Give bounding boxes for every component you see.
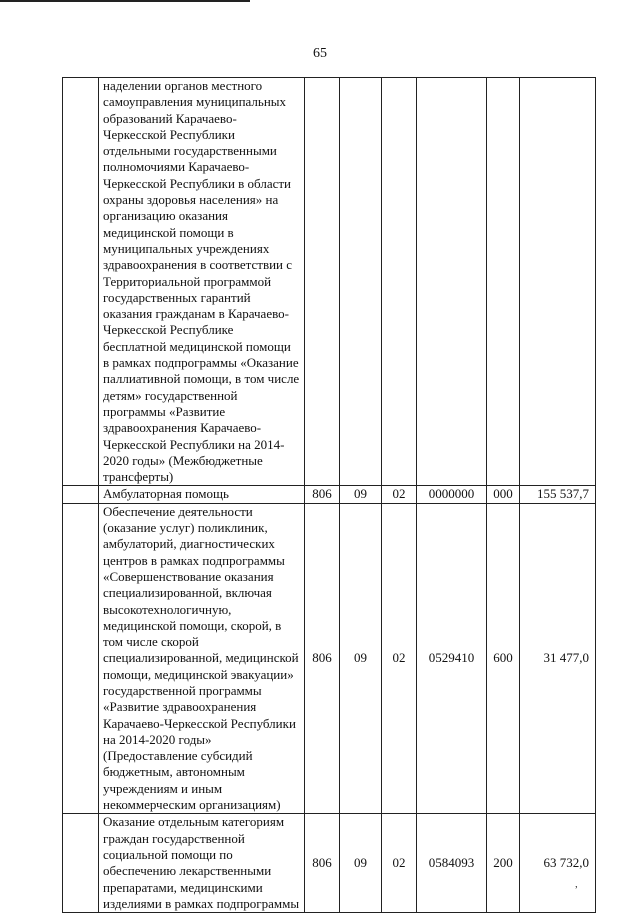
- expense-type-cell: 600: [487, 503, 520, 814]
- table-row: [63, 814, 596, 913]
- number-cell: [63, 503, 99, 814]
- name-line: трансферты): [103, 469, 174, 485]
- name-line: «Совершенствование оказания: [103, 568, 274, 584]
- name-line: Карачаево-Черкесской Республики: [103, 715, 296, 731]
- name-line: учреждениям и иным: [103, 780, 223, 796]
- top-rule: [0, 0, 250, 2]
- name-line: муниципальных учреждениях: [103, 240, 270, 256]
- target-code-cell: [417, 78, 487, 486]
- name-line: некоммерческим организациям): [103, 797, 281, 813]
- name-cell: [99, 78, 305, 486]
- page-number: 65: [313, 46, 327, 61]
- name-line: Черкесской Республике: [103, 322, 234, 338]
- name-line: организацию оказания: [103, 208, 228, 224]
- name-line: обеспечению лекарственными: [103, 863, 272, 879]
- name-line: в рамках подпрограммы «Оказание: [103, 355, 299, 371]
- ministry-code-cell: 806: [305, 486, 340, 503]
- name-line: препаратами, медицинскими: [103, 879, 263, 895]
- name-line: том числе скорой: [103, 634, 199, 650]
- name-line: бесплатной медицинской помощи: [103, 338, 291, 354]
- target-code-cell: 0584093: [417, 814, 487, 913]
- name-line: (оказание услуг) поликлиник,: [103, 520, 268, 536]
- name-line: помощи, медицинской эвакуации»: [103, 666, 294, 682]
- table-row: [63, 486, 596, 503]
- name-line: Черкесской Республики: [103, 126, 235, 142]
- name-line: 2020 годы» (Межбюджетные: [103, 452, 263, 468]
- name-line: изделиями в рамках подпрограммы: [103, 895, 300, 911]
- name-line: государственной программы: [103, 682, 262, 698]
- name-line: оказания гражданам в Карачаево-: [103, 306, 289, 322]
- subsection-code-cell: [382, 78, 417, 486]
- table-row: [63, 503, 596, 814]
- name-line: специализированной, медицинской: [103, 650, 299, 666]
- amount-cell: 155 537,7: [520, 486, 596, 503]
- name-line: Территориальной программой: [103, 273, 272, 289]
- name-line: Амбулаторная помощь: [103, 486, 229, 502]
- number-cell: [63, 78, 99, 486]
- name-line: бюджетным, автономным: [103, 764, 245, 780]
- expense-type-cell: 200: [487, 814, 520, 913]
- target-code-cell: 0000000: [417, 486, 487, 503]
- section-code-cell: 09: [340, 503, 382, 814]
- name-cell: [99, 486, 305, 503]
- name-line: на 2014-2020 годы»: [103, 731, 212, 747]
- number-cell: [63, 486, 99, 503]
- name-line: образований Карачаево-: [103, 110, 237, 126]
- amount-cell: [520, 78, 596, 486]
- amount-cell: 31 477,0: [520, 503, 596, 814]
- expense-type-cell: 000: [487, 486, 520, 503]
- name-line: программы «Развитие: [103, 403, 226, 419]
- name-line: центров в рамках подпрограммы: [103, 552, 285, 568]
- name-line: амбулаторий, диагностических: [103, 536, 275, 552]
- table-row: [63, 78, 596, 486]
- name-line: Черкесской Республики на 2014-: [103, 436, 285, 452]
- name-line: высокотехнологичную,: [103, 601, 232, 617]
- name-line: граждан государственной: [103, 830, 245, 846]
- name-line: самоуправления муниципальных: [103, 94, 287, 110]
- name-line: Оказание отдельным категориям: [103, 814, 285, 830]
- name-line: детям» государственной: [103, 387, 238, 403]
- ministry-code-cell: 806: [305, 503, 340, 814]
- number-cell: [63, 814, 99, 913]
- footer-mark: ,: [575, 878, 578, 890]
- name-line: паллиативной помощи, в том числе: [103, 371, 300, 387]
- expense-type-cell: [487, 78, 520, 486]
- name-line: медицинской помощи в: [103, 224, 234, 240]
- name-line: государственных гарантий: [103, 289, 251, 305]
- name-line: (Предоставление субсидий: [103, 748, 253, 764]
- subsection-code-cell: 02: [382, 486, 417, 503]
- section-code-cell: 09: [340, 814, 382, 913]
- name-line: «Развитие здравоохранения: [103, 699, 257, 715]
- name-line: здравоохранения Карачаево-: [103, 420, 262, 436]
- subsection-code-cell: 02: [382, 814, 417, 913]
- name-line: специализированной, включая: [103, 585, 272, 601]
- section-code-cell: [340, 78, 382, 486]
- name-line: социальной помощи по: [103, 846, 233, 862]
- name-line: полномочиями Карачаево-: [103, 159, 250, 175]
- name-line: наделении органов местного: [103, 78, 263, 93]
- name-line: охраны здоровья населения» на: [103, 192, 279, 208]
- name-line: здравоохранения в соответствии с: [103, 257, 293, 273]
- name-line: Обеспечение деятельности: [103, 503, 253, 519]
- budget-table: [62, 77, 596, 913]
- section-code-cell: 09: [340, 486, 382, 503]
- name-line: Черкесской Республики в области: [103, 175, 292, 191]
- subsection-code-cell: 02: [382, 503, 417, 814]
- target-code-cell: 0529410: [417, 503, 487, 814]
- ministry-code-cell: 806: [305, 814, 340, 913]
- name-line: отдельными государственными: [103, 143, 277, 159]
- name-cell: [99, 503, 305, 814]
- name-line: медицинской помощи, скорой, в: [103, 617, 282, 633]
- name-cell: [99, 814, 305, 913]
- ministry-code-cell: [305, 78, 340, 486]
- amount-cell: 63 732,0: [520, 814, 596, 913]
